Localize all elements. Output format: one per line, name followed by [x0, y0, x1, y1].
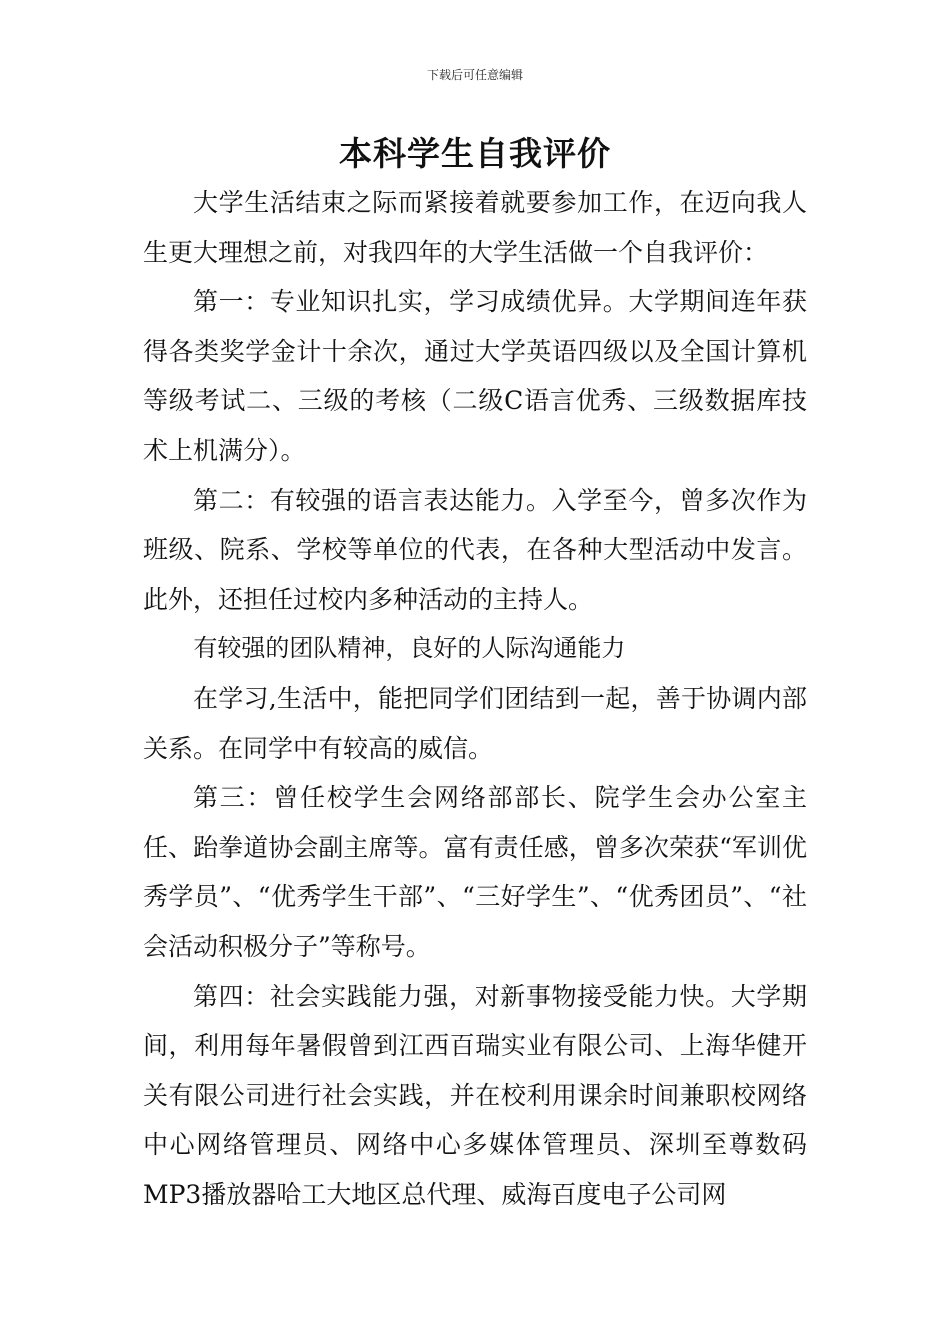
- page-header-note: 下载后可任意编辑: [426, 68, 523, 82]
- paragraph-first: 第一：专业知识扎实，学习成绩优异。大学期间连年获得各类奖学金计十余次，通过大学英语四级以及全国计算机等级考试二、三级的考核（二级C语言优秀、三级数据库技术上机满分）。: [143, 287, 807, 465]
- paragraph-fourth: 第四：社会实践能力强，对新事物接受能力快。大学期间，利用每年暑假曾到江西百瑞实业有限公司、上海华健开关有限公司进行社会实践，并在校利用课余时间兼职校网络中心网络管理员、网络中心多媒体管理员、深圳至尊数码MP3播放器哈工大地区总代理、威海百度电子公司网: [143, 981, 807, 1209]
- paragraph-intro: 大学生活结束之际而紧接着就要参加工作，在迈向我人生更大理想之前，对我四年的大学生活做一个自我评价：: [143, 188, 807, 267]
- document-body: [143, 178, 807, 1219]
- document-title: 本科学生自我评价: [339, 134, 611, 173]
- paragraph-third: 第三：曾任校学生会网络部部长、院学生会办公室主任、跆拳道协会副主席等。富有责任感，曾多次荣获“军训优秀学员”、“优秀学生干部”、“三好学生”、“优秀团员”、“社会活动积极分子”等称号。: [143, 783, 807, 961]
- paragraph-teamwork-heading: 有较强的团队精神，良好的人际沟通能力: [193, 634, 626, 663]
- paragraph-teamwork: 在学习,生活中，能把同学们团结到一起，善于协调内部关系。在同学中有较高的威信。: [143, 683, 807, 763]
- paragraph-second: 第二：有较强的语言表达能力。入学至今，曾多次作为班级、院系、学校等单位的代表，在各种大型活动中发言。此外，还担任过校内多种活动的主持人。: [143, 485, 807, 614]
